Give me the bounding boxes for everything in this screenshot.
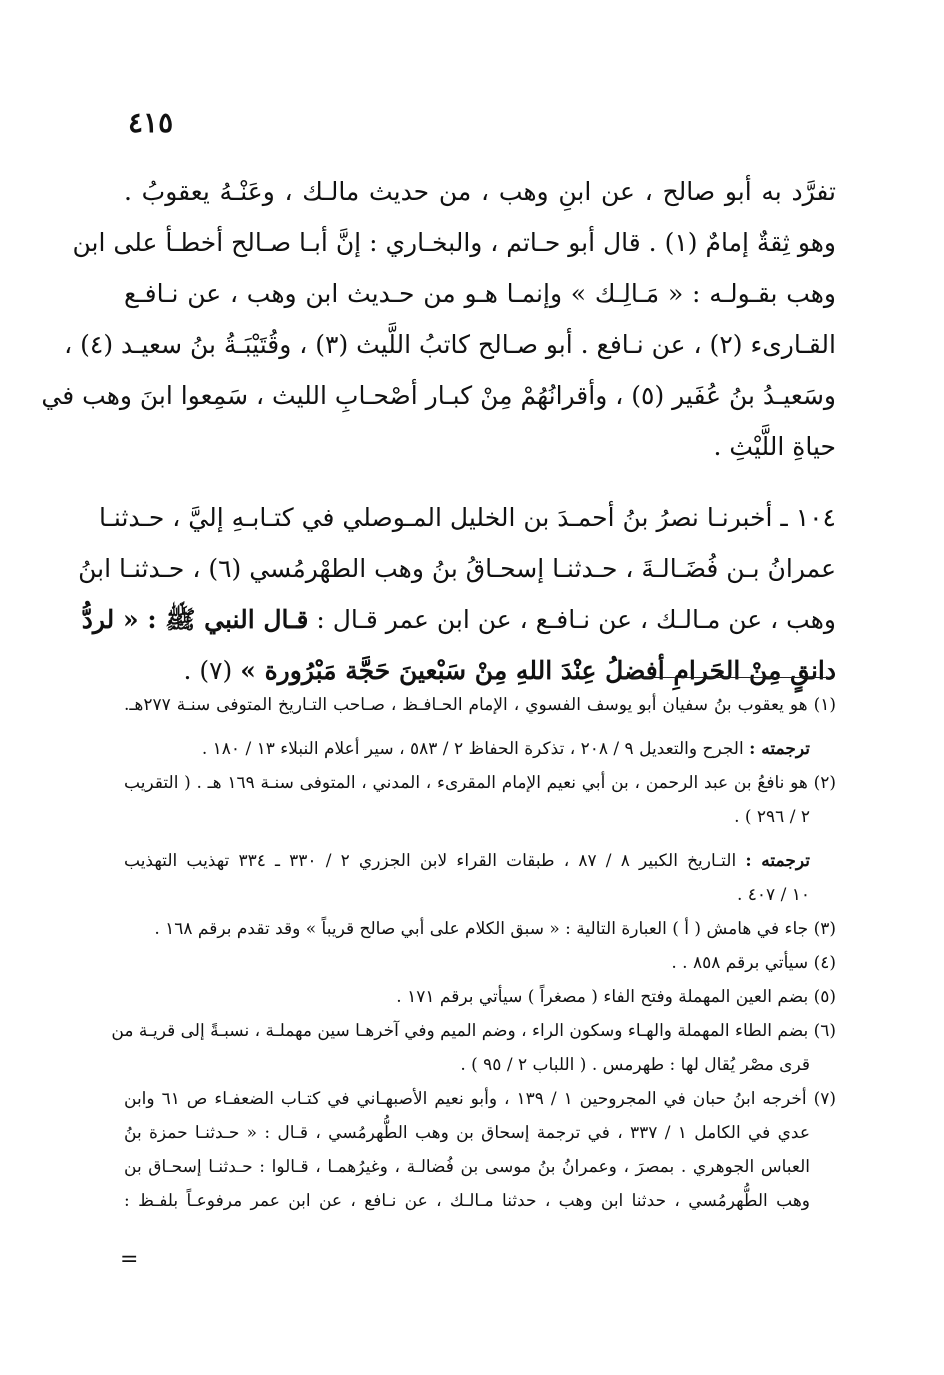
main-line: حياةِ اللَّيْثِ . — [713, 432, 836, 461]
main-text — [41, 166, 836, 696]
footnote-5: (٥) بضم العين المهملة وفتح الفاء ( مصغراً ) سيأتي برقم ١٧١ . — [396, 987, 836, 1007]
footnote-6-cont: قرى مصْر يُقال لها : طهرمس . ( اللباب ٢ / ٩٥ ) . — [460, 1055, 810, 1075]
main-line: تفرَّد به أبو صالح ، عن ابنِ وهب ، من حديث مالـك ، وعَنْـهُ يعقوبُ . — [124, 177, 836, 206]
hadith-line: ١٠٤ ـ أخبرنـا نصرُ بنُ أحمـدَ بن الخليل المـوصلي في كتـابـهِ إليَّ ، حـدثنـا — [98, 503, 836, 532]
hadith-line — [81, 594, 836, 645]
main-line: وسَعيـدُ بنُ عُفَير (٥) ، وأقرانُهُمْ مِنْ كبـار أصْحـابِ الليث ، سَمِعوا ابنَ وهب في — [41, 381, 836, 410]
tarjama-label: ترجمته : — [745, 851, 810, 871]
continuation-mark: = — [120, 1247, 139, 1272]
footnote-6: (٦) بضم الطاء المهملة والهـاء وسكون الراء ، وضم الميم وفي آخرهـا سين مهملـة ، نسبـةً إلى قريـة من — [111, 1021, 836, 1041]
tarjama-label: ترجمته : — [749, 739, 810, 759]
footnote-4: (٤) سيأتي برقم ٨٥٨ . . — [671, 953, 836, 973]
footnote-2: (٢) هو نافعُ بن عبد الرحمن ، بن أبي نعيم الإمام المقرىء ، المدني ، المتوفى سنـة ١٦٩ هـ . ( التقريب — [124, 773, 836, 793]
footnote-1: (١) هو يعقوب بنُ سفيان أبو يوسف الفسوي ، الإمام الحـافـظ ، صـاحب التـاريخ المتوفى سنـة ٢٧٧هـ. — [124, 695, 836, 715]
footnotes — [111, 688, 836, 1218]
footnote-3: (٣) جاء في هامش ( أ ) العبارة التالية : « سبق الكلام على أبي صالح قريباً » وقد تقدم برقم ١٦٨ . — [154, 919, 836, 939]
footnote-7: (٧) أخرجه ابنُ حبان في المجروحين ١ / ١٣٩ ، وأبو نعيم الأصبهـاني في كتـاب الضعفـاء ص ٦١ وابن — [124, 1089, 836, 1109]
footnote-2-tarjama — [124, 844, 836, 878]
hadith-matn-lead: قـال النبي ﷺ : « لردُّ — [81, 605, 309, 634]
main-line: القـارىء (٢) ، عن نـافع . أبو صـالح كاتبُ اللَّيث (٣) ، وقُتَيْبَـةُ بنُ سعيـد (٤) ، — [64, 330, 836, 359]
footnote-2-cont: ٢ / ٢٩٦ ) . — [734, 807, 810, 827]
hadith-line: عمرانُ بـن فُضَـالـةَ ، حـدثنـا إسحـاقُ بنُ وهب الطهْرمُسي (٦) ، حـدثنـا ابنُ — [78, 554, 836, 583]
tarjama-text: الجرح والتعديل ٩ / ٢٠٨ ، تذكرة الحفاظ ٢ / ٥٨٣ ، سير أعلام النبلاء ١٣ / ١٨٠ . — [201, 739, 750, 759]
main-line: وهب بقـولـه : « مَـالِـك » وإنمـا هـو من حـديث ابن وهب ، عن نـافـع — [124, 279, 836, 308]
hadith-footnote-ref: (٧) . — [183, 656, 241, 685]
footnote-7-cont: عدي في الكامل ١ / ٣٣٧ ، في ترجمة إسحاق بن وهب الطُّهرمُسي ، قـال : « حـدثنـا حمزة بنُ — [124, 1123, 810, 1143]
paragraph-gap — [124, 472, 836, 492]
footnote-separator — [622, 677, 834, 678]
footnote-7-cont: العباس الجوهري . بمصرَ ، وعمرانُ بنُ موسى بن فُضالـة ، وغيرُهمـا ، قـالوا : حـدثنـا إسحـاق بن — [124, 1157, 810, 1177]
hadith-matn: دانقٍ مِنْ الحَرامِ أفضلُ عِنْدَ اللهِ مِنْ سَبْعينَ حَجَّة مَبْرُورة » — [240, 656, 836, 685]
tarjama-text: التـاريخ الكبير ٨ / ٨٧ ، طبقات القراء لابن الجزري ٢ / ٣٣٠ ـ ٣٣٤ تهذيب التهذيب — [124, 851, 746, 871]
hadith-isnad: وهب ، عن مـالـك ، عن نـافـع ، عن ابن عمر قـال : — [316, 605, 836, 634]
page-number: ٤١٥ — [128, 106, 174, 139]
footnote-1-tarjama — [124, 732, 836, 766]
footnote-7-cont: وهب الطُّهرمُسي ، حدثنا ابن وهب ، حدثنا مـالـك ، عن نـافع ، عن ابن عمر مرفوعـاً بلفـظ : — [124, 1191, 810, 1211]
main-line: وهو ثِقةٌ إمامٌ (١) . قال أبو حـاتم ، والبخـاري : إنَّ أبـا صـالح أخطـأ على ابن — [72, 228, 836, 257]
footnote-2-tarjama-cont: ١٠ / ٤٠٧ . — [736, 885, 810, 905]
